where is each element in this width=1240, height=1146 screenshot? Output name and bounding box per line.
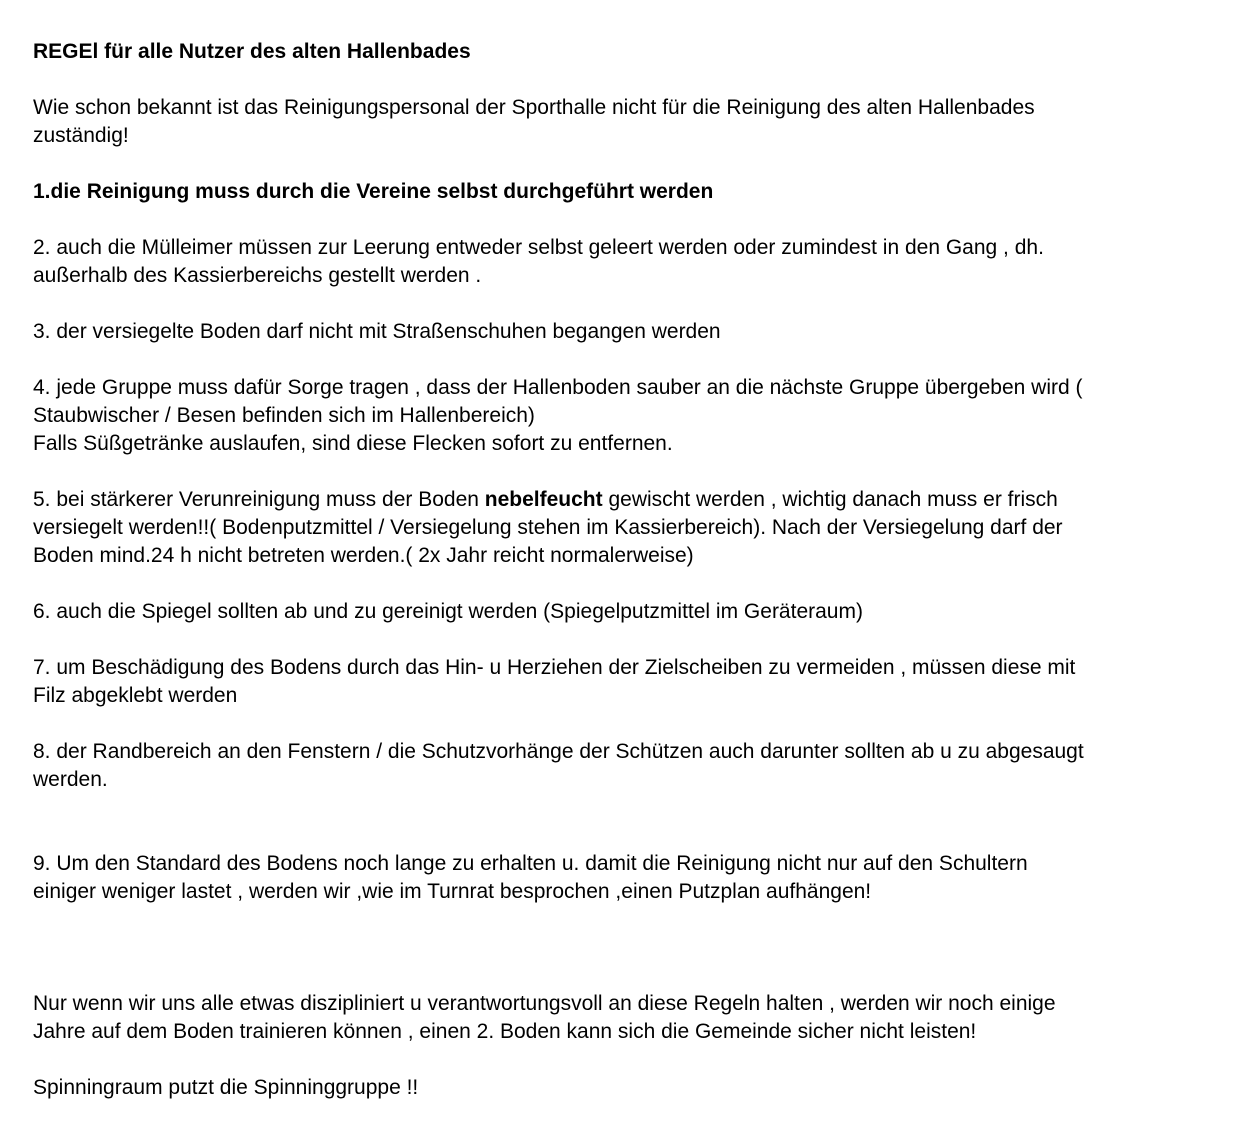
rule-6-text: 6. auch die Spiegel sollten ab und zu gereinigt werden (Spiegelputzmittel im Geräteraum) bbox=[33, 600, 863, 623]
rule-5-text: gewischt werden , wichtig danach muss er frisch bbox=[602, 488, 1058, 511]
rule-1 bbox=[33, 178, 1233, 206]
rule-2-line: 2. auch die Mülleimer müssen zur Leerung entweder selbst geleert werden oder zumindest in den Gang , dh. bbox=[33, 236, 1044, 259]
rule-7-line: 7. um Beschädigung des Bodens durch das Hin- u Herziehen der Zielscheiben zu vermeiden , müssen diese mit bbox=[33, 656, 1076, 679]
rule-5 bbox=[33, 486, 1233, 570]
rule-1-text: 1.die Reinigung muss durch die Vereine selbst durchgeführt werden bbox=[33, 180, 714, 203]
document-title bbox=[33, 38, 1233, 66]
rule-4 bbox=[33, 374, 1233, 458]
rule-8 bbox=[33, 738, 1233, 794]
closing-line: Jahre auf dem Boden trainieren können , einen 2. Boden kann sich die Gemeinde sicher nicht leisten! bbox=[33, 1020, 977, 1043]
footer-note bbox=[33, 1074, 1233, 1102]
rule-3 bbox=[33, 318, 1233, 346]
rule-4-line: 4. jede Gruppe muss dafür Sorge tragen , dass der Hallenboden sauber an die nächste Gruppe übergeben wird ( bbox=[33, 376, 1083, 399]
title-text: REGEl für alle Nutzer des alten Hallenbades bbox=[33, 40, 471, 63]
closing-line: Nur wenn wir uns alle etwas diszipliniert u verantwortungsvoll an diese Regeln halten , werden wir noch einige bbox=[33, 992, 1056, 1015]
rule-5-emphasis: nebelfeucht bbox=[484, 488, 603, 511]
footer-text: Spinningraum putzt die Spinninggruppe !! bbox=[33, 1076, 419, 1099]
rule-5-line bbox=[33, 486, 1233, 514]
rule-5-line: versiegelt werden!!( Bodenputzmittel / Versiegelung stehen im Kassierbereich). Nach der Versiegelung darf der bbox=[33, 516, 1063, 539]
rule-9-line: 9. Um den Standard des Bodens noch lange zu erhalten u. damit die Reinigung nicht nur auf den Schultern bbox=[33, 852, 1028, 875]
intro-line: zuständig! bbox=[33, 124, 129, 147]
rule-4-line: Staubwischer / Besen befinden sich im Hallenbereich) bbox=[33, 404, 535, 427]
closing-paragraph bbox=[33, 990, 1233, 1046]
rule-7-line: Filz abgeklebt werden bbox=[33, 684, 238, 707]
intro-line: Wie schon bekannt ist das Reinigungspersonal der Sporthalle nicht für die Reinigung des alten Hallenbades bbox=[33, 96, 1035, 119]
rule-2-line: außerhalb des Kassierbereichs gestellt werden . bbox=[33, 264, 482, 287]
rule-5-line: Boden mind.24 h nicht betreten werden.( 2x Jahr reicht normalerweise) bbox=[33, 544, 694, 567]
rule-9 bbox=[33, 850, 1233, 906]
rule-3-text: 3. der versiegelte Boden darf nicht mit Straßenschuhen begangen werden bbox=[33, 320, 721, 343]
rule-6 bbox=[33, 598, 1233, 626]
rule-2 bbox=[33, 234, 1233, 290]
intro-paragraph bbox=[33, 94, 1233, 150]
rule-9-line: einiger weniger lastet , werden wir ,wie im Turnrat besprochen ,einen Putzplan aufhängen! bbox=[33, 880, 872, 903]
rule-7 bbox=[33, 654, 1233, 710]
rule-4-line: Falls Süßgetränke auslaufen, sind diese Flecken sofort zu entfernen. bbox=[33, 432, 673, 455]
rule-5-text: 5. bei stärkerer Verunreinigung muss der Boden bbox=[33, 488, 485, 511]
rule-8-line: werden. bbox=[33, 768, 108, 791]
document bbox=[33, 38, 1233, 1102]
rule-8-line: 8. der Randbereich an den Fenstern / die Schutzvorhänge der Schützen auch darunter sollten ab u zu abgesaugt bbox=[33, 740, 1084, 763]
